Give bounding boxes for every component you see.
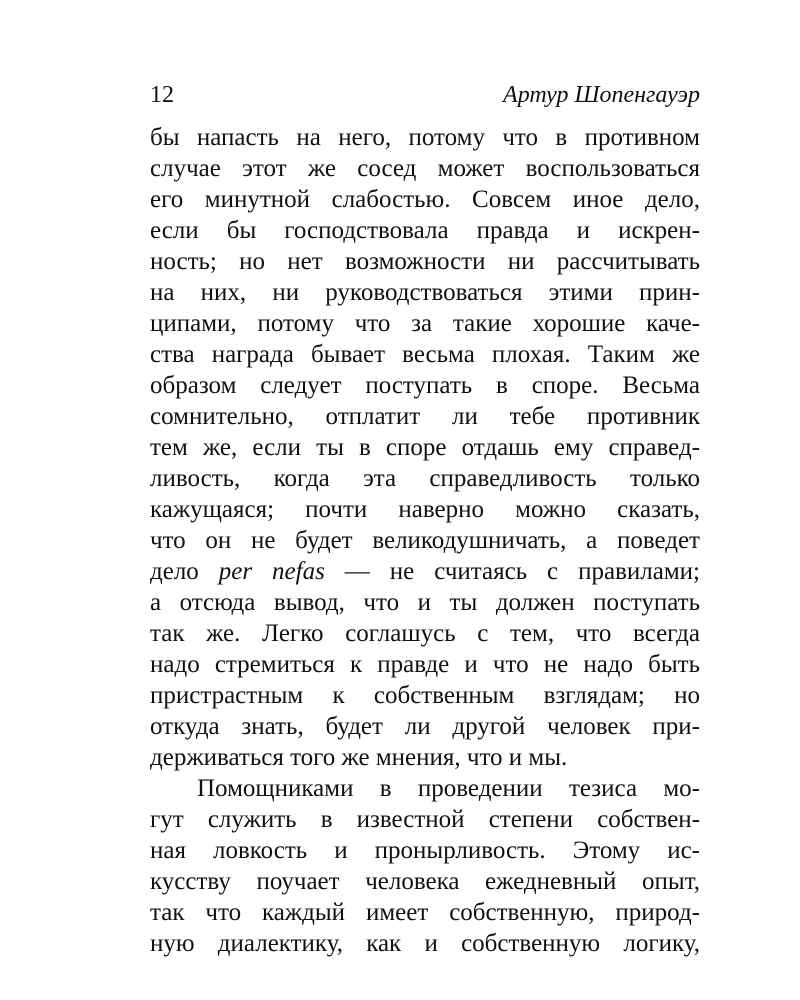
- text-line: пристрастным к собственным взглядам; но: [150, 682, 700, 709]
- text-line: кажущаяся; почти наверно можно сказать,: [150, 496, 700, 523]
- text-line: кусству поучает человека ежедневный опыт,: [150, 868, 700, 895]
- page-header: [150, 80, 700, 110]
- text-line: на них, ни руководствоваться этими прин-: [150, 279, 700, 306]
- text-line-with-italic: [150, 556, 700, 587]
- text-line: так же. Легко соглашусь с тем, что всегда: [150, 620, 700, 647]
- text-line: сомнительно, отплатит ли тебе противник: [150, 403, 700, 430]
- text-line: ную диалектику, как и собственную логику,: [150, 930, 700, 957]
- text-line: надо стремиться к правде и что не надо быть: [150, 651, 700, 678]
- text-line: бы напасть на него, потому что в противном: [150, 124, 700, 151]
- text-line: тем же, если ты в споре отдашь ему справед-: [150, 434, 700, 461]
- running-head-author: Артур Шопенгауэр: [503, 82, 700, 108]
- text-line: если бы господствовала правда и искрен-: [150, 217, 700, 244]
- text-line: ципами, потому что за такие хорошие каче-: [150, 310, 700, 337]
- text-line: гут служить в известной степени собствен-: [150, 806, 700, 833]
- text-line: ная ловкость и пронырливость. Этому ис-: [150, 837, 700, 864]
- page-number: 12: [150, 82, 174, 108]
- text-segment: — не считаясь с правилами;: [324, 558, 700, 585]
- text-line: что он не будет великодушничать, а поведет: [150, 527, 700, 554]
- text-line: ливость, когда эта справедливость только: [150, 465, 700, 492]
- text-line: а отсюда вывод, что и ты должен поступать: [150, 589, 700, 616]
- text-line: образом следует поступать в споре. Весьма: [150, 372, 700, 399]
- text-line-paragraph-start: Помощниками в проведении тезиса мо-: [197, 775, 700, 802]
- text-line: случае этот же сосед может воспользоваться: [150, 155, 700, 182]
- text-segment: дело: [150, 558, 219, 585]
- body-text: [150, 122, 700, 959]
- text-line: его минутной слабостью. Совсем иное дело,: [150, 186, 700, 213]
- text-line: ства награда бывает весьма плохая. Таким же: [150, 341, 700, 368]
- text-line: так что каждый имеет собственную, природ-: [150, 899, 700, 926]
- text-line: держиваться того же мнения, что и мы.: [150, 744, 568, 771]
- latin-phrase-italic: per nefas: [218, 558, 325, 585]
- text-line: ность; но нет возможности ни рассчитывать: [150, 248, 700, 275]
- text-line: откуда знать, будет ли другой человек при-: [150, 713, 700, 740]
